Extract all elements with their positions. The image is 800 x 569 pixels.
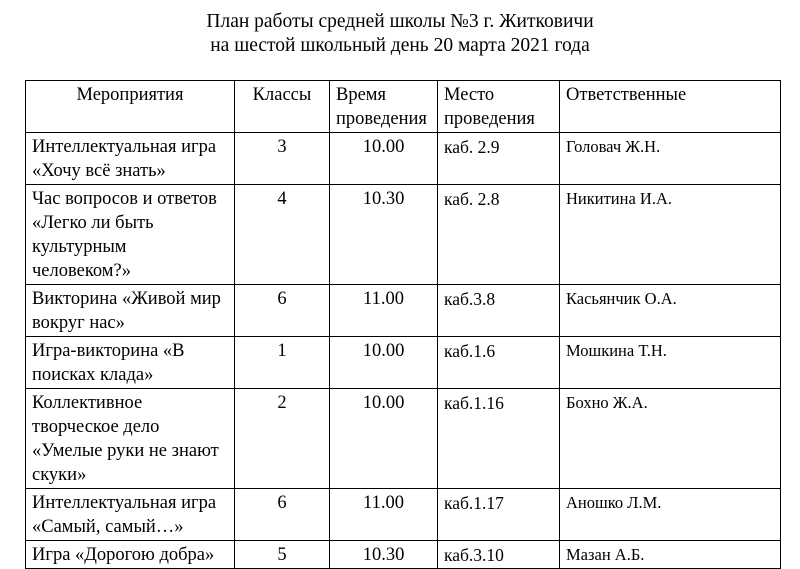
time-cell: 10.00 (330, 389, 438, 489)
time-cell: 11.00 (330, 489, 438, 541)
document-title (0, 10, 800, 58)
table-row (26, 389, 781, 489)
header-classes: Классы (235, 81, 330, 133)
classes-cell: 5 (235, 541, 330, 569)
responsible-cell: Аношко Л.М. (560, 489, 781, 541)
classes-cell: 2 (235, 389, 330, 489)
classes-cell: 6 (235, 285, 330, 337)
event-cell: Интеллектуальная игра «Самый, самый…» (26, 489, 235, 541)
responsible-cell: Касьянчик О.А. (560, 285, 781, 337)
event-cell: Игра-викторина «В поисках клада» (26, 337, 235, 389)
time-cell: 10.00 (330, 337, 438, 389)
header-place: Место проведения (438, 81, 560, 133)
place-cell: каб.1.17 (438, 489, 560, 541)
classes-cell: 4 (235, 185, 330, 285)
place-cell: каб.1.16 (438, 389, 560, 489)
title-line-1: План работы средней школы №3 г. Житковичи (206, 11, 594, 32)
responsible-cell: Головач Ж.Н. (560, 133, 781, 185)
header-event: Мероприятия (26, 81, 235, 133)
event-cell: Коллективное творческое дело «Умелые руки не знают скуки» (26, 389, 235, 489)
place-cell: каб.1.6 (438, 337, 560, 389)
time-cell: 10.00 (330, 133, 438, 185)
classes-cell: 6 (235, 489, 330, 541)
responsible-cell: Мошкина Т.Н. (560, 337, 781, 389)
header-time: Время проведения (330, 81, 438, 133)
table-row (26, 185, 781, 285)
header-row (26, 81, 781, 133)
responsible-cell: Бохно Ж.А. (560, 389, 781, 489)
event-cell: Интеллектуальная игра «Хочу всё знать» (26, 133, 235, 185)
table-row (26, 133, 781, 185)
classes-cell: 1 (235, 337, 330, 389)
place-cell: каб. 2.8 (438, 185, 560, 285)
event-cell: Игра «Дорогою добра» (26, 541, 235, 569)
time-cell: 11.00 (330, 285, 438, 337)
table-row (26, 285, 781, 337)
title-line-2: на шестой школьный день 20 марта 2021 года (210, 35, 590, 56)
time-cell: 10.30 (330, 541, 438, 569)
event-cell: Викторина «Живой мир вокруг нас» (26, 285, 235, 337)
responsible-cell: Мазан А.Б. (560, 541, 781, 569)
time-cell: 10.30 (330, 185, 438, 285)
table-row (26, 337, 781, 389)
responsible-cell: Никитина И.А. (560, 185, 781, 285)
place-cell: каб. 2.9 (438, 133, 560, 185)
table-row (26, 489, 781, 541)
place-cell: каб.3.8 (438, 285, 560, 337)
header-responsible: Ответственные (560, 81, 781, 133)
table-row (26, 541, 781, 569)
classes-cell: 3 (235, 133, 330, 185)
schedule-table (25, 80, 781, 569)
place-cell: каб.3.10 (438, 541, 560, 569)
event-cell: Час вопросов и ответов «Легко ли быть культурным человеком?» (26, 185, 235, 285)
